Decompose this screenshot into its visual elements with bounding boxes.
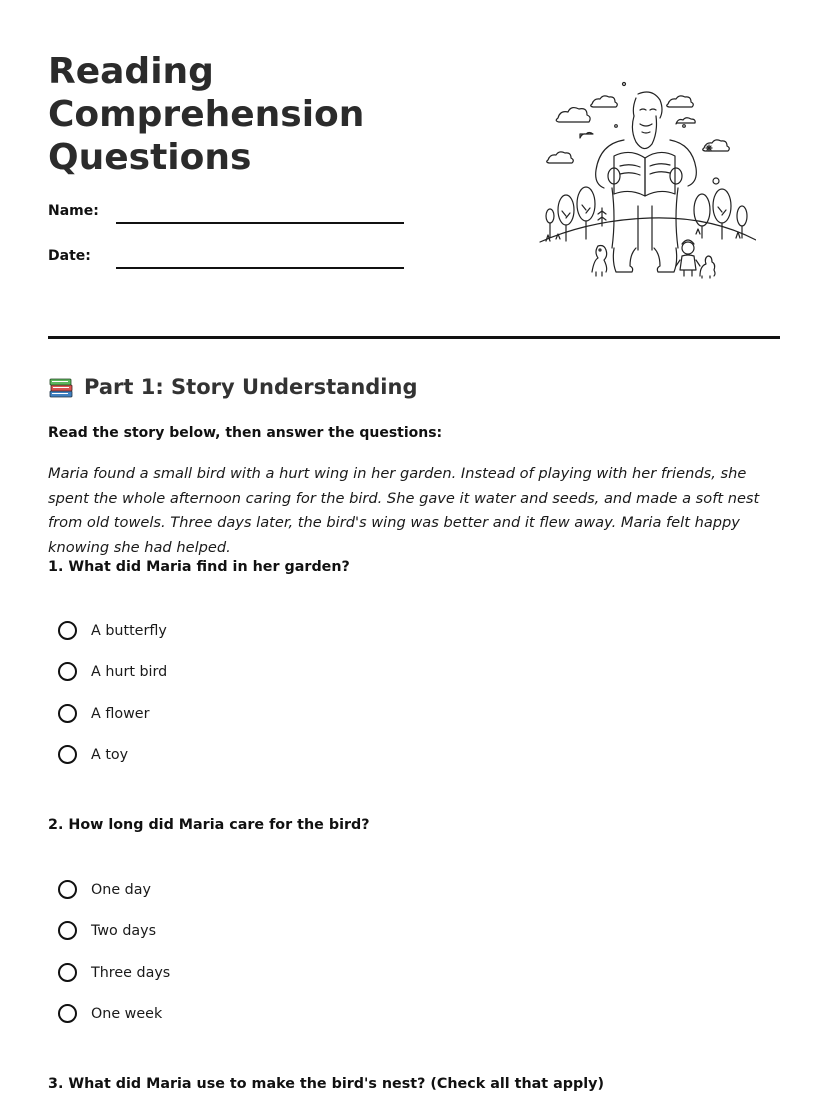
- radio-button[interactable]: [58, 1004, 77, 1023]
- option-label: A flower: [91, 705, 150, 722]
- option-label: One week: [91, 1005, 163, 1022]
- title-line-2: Comprehension: [48, 94, 365, 135]
- radio-button[interactable]: [58, 662, 77, 681]
- title-line-3: Questions: [48, 137, 252, 178]
- page-title: [48, 50, 428, 179]
- option-label: A butterfly: [91, 622, 167, 639]
- q2-option-4[interactable]: [58, 1004, 162, 1023]
- q2-option-3[interactable]: [58, 963, 170, 982]
- radio-button[interactable]: [58, 621, 77, 640]
- radio-button[interactable]: [58, 704, 77, 723]
- title-line-1: Reading: [48, 51, 214, 92]
- date-label: Date:: [48, 248, 91, 264]
- q1-option-4[interactable]: [58, 745, 128, 764]
- option-label: One day: [91, 881, 151, 898]
- q2-option-1[interactable]: [58, 880, 151, 899]
- illustration-reading-man-icon: [536, 76, 756, 286]
- section-divider: [48, 336, 780, 339]
- part1-title: Part 1: Story Understanding: [84, 375, 418, 399]
- name-label: Name:: [48, 203, 99, 219]
- q2-option-2[interactable]: [58, 921, 156, 940]
- option-label: A toy: [91, 746, 129, 763]
- option-label: Two days: [91, 922, 157, 939]
- story-passage: Maria found a small bird with a hurt wing in her garden. Instead of playing with her friends, she spent the whole afternoon caring for the bird. She gave it water and seeds, and made a soft nest from old towels. Three days later, the bird's wing was better and it flew away. Maria felt happy knowing she had helped.: [48, 465, 760, 556]
- q1-option-2[interactable]: [58, 662, 167, 681]
- question-2: 2. How long did Maria care for the bird?: [48, 817, 370, 833]
- q1-option-1[interactable]: [58, 621, 167, 640]
- question-3: 3. What did Maria use to make the bird's nest? (Check all that apply): [48, 1076, 604, 1092]
- name-field[interactable]: [116, 222, 404, 224]
- radio-button[interactable]: [58, 963, 77, 982]
- books-icon: [48, 374, 74, 400]
- date-field[interactable]: [116, 267, 404, 269]
- radio-button[interactable]: [58, 880, 77, 899]
- radio-button[interactable]: [58, 745, 77, 764]
- q1-option-3[interactable]: [58, 704, 149, 723]
- option-label: Three days: [91, 964, 171, 981]
- question-1: 1. What did Maria find in her garden?: [48, 559, 350, 575]
- option-label: A hurt bird: [91, 663, 168, 680]
- part1-instructions: Read the story below, then answer the questions:: [48, 425, 443, 441]
- radio-button[interactable]: [58, 921, 77, 940]
- part1-header: [48, 374, 417, 400]
